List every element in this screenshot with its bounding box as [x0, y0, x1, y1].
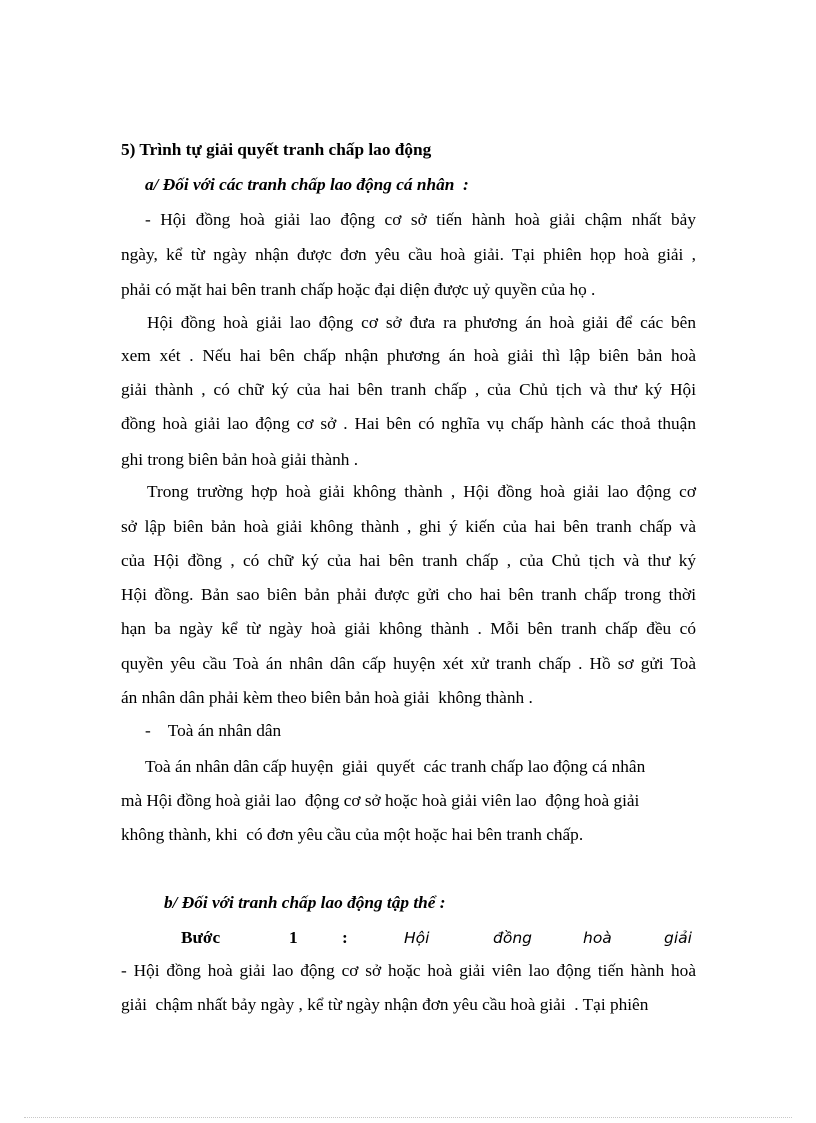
paragraph-line: phải có mặt hai bên tranh chấp hoặc đại diện được uỷ quyền của họ .	[121, 280, 596, 299]
part-a-heading: a/ Đối với các tranh chấp lao động cá nhân :	[145, 175, 469, 194]
paragraph-line: án nhân dân phải kèm theo biên bản hoà giải không thành .	[121, 688, 533, 707]
paragraph-line: - Hội đồng hoà giải lao động cơ sở hoặc hoà giải viên lao động tiến hành hoà	[121, 961, 696, 980]
paragraph-line: hạn ba ngày kể từ ngày hoà giải không thành . Mỗi bên tranh chấp đều có	[121, 619, 696, 638]
paragraph-line: Hội đồng. Bản sao biên bản phải được gửi cho hai bên tranh chấp trong thời	[121, 585, 696, 604]
page-bottom-rule	[24, 1117, 792, 1118]
paragraph-line: ghi trong biên bản hoà giải thành .	[121, 450, 359, 469]
part-b-heading: b/ Đối với tranh chấp lao động tập thể :	[164, 893, 446, 912]
step-number: 1	[289, 928, 298, 947]
paragraph-line: quyền yêu cầu Toà án nhân dân cấp huyện xét xử tranh chấp . Hồ sơ gửi Toà	[121, 654, 696, 673]
paragraph-line: giải thành , có chữ ký của hai bên tranh chấp , của Chủ tịch và thư ký Hội	[121, 380, 696, 399]
paragraph-line: sở lập biên bản hoà giải không thành , ghi ý kiến của hai bên tranh chấp và	[121, 517, 696, 536]
paragraph-line: mà Hội đồng hoà giải lao động cơ sở hoặc hoà giải viên lao động hoà giải	[121, 791, 640, 810]
paragraph-line: không thành, khi có đơn yêu cầu của một hoặc hai bên tranh chấp.	[121, 825, 584, 844]
paragraph-line: Hội đồng hoà giải lao động cơ sở đưa ra phương án hoà giải để các bên	[147, 313, 696, 332]
step-word: hoà	[583, 929, 612, 947]
paragraph-line: Toà án nhân dân cấp huyện giải quyết các tranh chấp lao động cá nhân	[145, 757, 646, 776]
paragraph-line: - Hội đồng hoà giải lao động cơ sở tiến hành hoà giải chậm nhất bảy	[145, 210, 696, 229]
step-colon: :	[342, 928, 348, 947]
section-heading: 5) Trình tự giải quyết tranh chấp lao động	[121, 140, 432, 159]
paragraph-line: giải chậm nhất bảy ngày , kể từ ngày nhận đơn yêu cầu hoà giải . Tại phiên	[121, 995, 649, 1014]
paragraph-line: của Hội đồng , có chữ ký của hai bên tranh chấp , của Chủ tịch và thư ký	[121, 551, 696, 570]
paragraph-line: đồng hoà giải lao động cơ sở . Hai bên có nghĩa vụ chấp hành các thoả thuận	[121, 414, 696, 433]
paragraph-line: xem xét . Nếu hai bên chấp nhận phương án hoà giải thì lập biên bản hoà	[121, 346, 696, 365]
paragraph-line: Trong trường hợp hoà giải không thành , Hội đồng hoà giải lao động cơ	[147, 482, 696, 501]
step-label: Bước	[181, 928, 221, 947]
step-word: giải	[664, 929, 692, 947]
step-word: đồng	[493, 929, 532, 947]
toa-an-bullet: - Toà án nhân dân	[145, 721, 282, 740]
step-word: Hội	[404, 929, 430, 947]
paragraph-line: ngày, kể từ ngày nhận được đơn yêu cầu hoà giải. Tại phiên họp hoà giải ,	[121, 245, 696, 264]
